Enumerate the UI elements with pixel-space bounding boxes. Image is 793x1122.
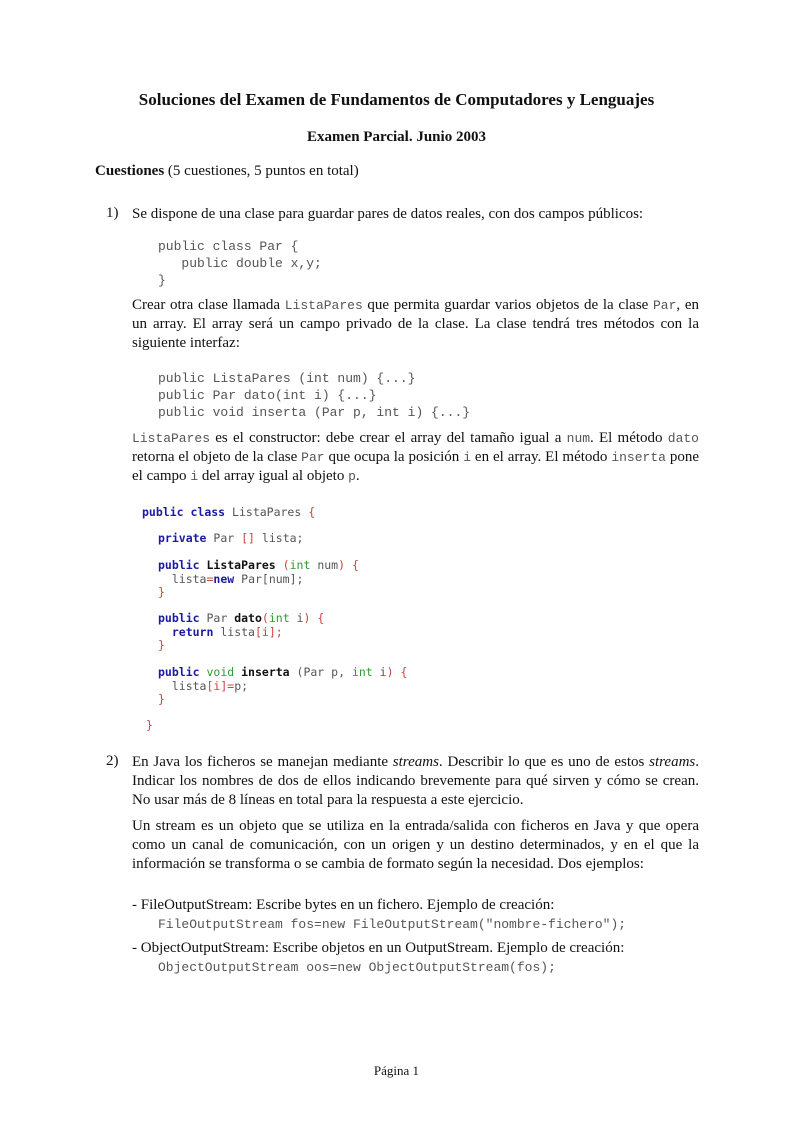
question-1-paragraph-1: Crear otra clase llamada ListaPares que permita guardar varios objetos de la clase Par, en un array. El array será un campo privado de la clase. La clase tendrá tres métodos con la siguiente interfaz: bbox=[132, 297, 699, 351]
code-line: } bbox=[158, 273, 166, 288]
code-line: public class ListaPares { bbox=[142, 505, 316, 519]
section-detail: (5 cuestiones, 5 puntos en total) bbox=[167, 163, 359, 179]
code-line: public ListaPares (int num) {...} bbox=[158, 371, 416, 386]
page-subtitle: Examen Parcial. Junio 2003 bbox=[307, 129, 486, 145]
code-line: public class Par { bbox=[158, 239, 299, 254]
example-2-description: - ObjectOutputStream: Escribe objetos en un OutputStream. Ejemplo de creación: bbox=[132, 940, 625, 956]
section-label: Cuestiones bbox=[95, 163, 165, 179]
java-field-line: private Par [] lista; bbox=[158, 531, 304, 545]
code-line: public void inserta (Par p, int i) {...} bbox=[158, 405, 471, 420]
example-1-description: - FileOutputStream: Escribe bytes en un fichero. Ejemplo de creación: bbox=[132, 897, 555, 913]
java-constructor: public ListaPares (int num) { lista=new Par[num]; } bbox=[158, 558, 359, 599]
page-title: Soluciones del Examen de Fundamentos de Computadores y Lenguajes bbox=[138, 90, 655, 109]
example-1-code: FileOutputStream fos=new FileOutputStream("nombre-fichero"); bbox=[158, 917, 627, 932]
code-block-interface bbox=[158, 370, 470, 421]
page-number: Página 1 bbox=[373, 1063, 420, 1078]
question-2-prompt: En Java los ficheros se manejan mediante streams. Describir lo que es uno de estos streams. Indicar los nombres de dos de ellos indicando brevemente para qué sirven y cómo se crean. No usar más de 8 líneas en total para la respuesta a este ejercicio. bbox=[132, 754, 699, 808]
question-2-answer: Un stream es un objeto que se utiliza en la entrada/salida con ficheros en Java y que opera como un canal de comunicación, con un origen y un destino determinados, y en el que la información se transforma o se cambia de formato según la necesidad. Dos ejemplos: bbox=[132, 818, 699, 872]
question-2-number: 2) bbox=[106, 753, 119, 769]
java-method-inserta: public void inserta (Par p, int i) { lista[i]=p; } bbox=[158, 665, 408, 706]
code-line: public double x,y; bbox=[158, 256, 322, 271]
java-method-dato: public Par dato(int i) { return lista[i]; } bbox=[158, 611, 325, 652]
code-block-par bbox=[158, 238, 322, 289]
java-solution-code bbox=[142, 506, 315, 520]
question-1-number: 1) bbox=[106, 205, 119, 221]
code-line: public Par dato(int i) {...} bbox=[158, 388, 377, 403]
java-class-close: } bbox=[146, 718, 153, 732]
question-1-intro: Se dispone de una clase para guardar pares de datos reales, con dos campos públicos: bbox=[132, 206, 644, 222]
section-heading bbox=[95, 163, 359, 180]
example-2-code: ObjectOutputStream oos=new ObjectOutputStream(fos); bbox=[158, 960, 556, 975]
question-1-paragraph-2: ListaPares es el constructor: debe crear el array del tamaño igual a num. El método dato retorna el objeto de la clase Par que ocupa la posición i en el array. El método inserta pone el campo i del array igual al objeto p. bbox=[132, 430, 699, 484]
